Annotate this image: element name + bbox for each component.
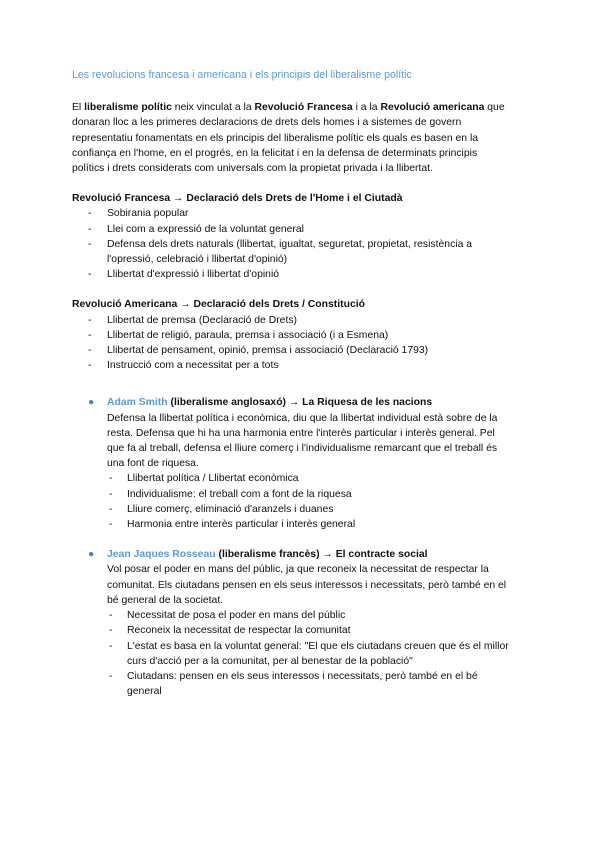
adam-smith-paragraph: Defensa la llibertat política i econòmica, diu que la llibertat individual està sobre de la resta. Defensa que hi ha una harmonia entre l'interès particular i interès general. Pel que fa al treball, defensa el lliure comerç i l'individualisme remarcant que el treball és una font de riquesa.: [107, 412, 498, 470]
adam-smith-list: [107, 471, 512, 532]
list-item: - Llibertat de pensament, opinió, premsa i associació (Declaració 1793): [72, 343, 512, 358]
list-item: - Necessitat de posa el poder en mans del públic: [107, 608, 512, 623]
intro-paragraph: [72, 100, 512, 176]
section-american-revolution: [72, 297, 512, 373]
list-item: - Llibertat política / Llibertat econòmica: [107, 471, 512, 486]
list-item: - Harmonia entre interès particular i interès general: [107, 517, 512, 532]
list-item: - Llei com a expressió de la voluntat general: [72, 222, 512, 237]
french-revolution-list: [72, 206, 512, 282]
intro-bold-liberalisme: liberalisme polític: [84, 102, 172, 114]
rousseau-heading-rest: (liberalisme francès) → El contracte social: [215, 549, 428, 561]
rousseau-heading: [107, 547, 512, 562]
rousseau-paragraph: Vol posar el poder en mans del públic, ja que reconeix la necessitat de respectar la comunitat. Els ciutadans pensen en els seus interessos i necessitats, però també en el bé general de la societat.: [107, 564, 507, 606]
intro-text-4: que donaran lloc a les primeres declaracions de drets dels homes i a sistemes de govern representatiu fonamentats en els principis del liberalisme polític els quals es basen en la confiança en l'home, en el progrés, en la felicitat i en la defensa de determinats principis polítics i drets considerats com universals com la propietat privada i la llibertat.: [72, 102, 505, 175]
intro-text-2: neix vinculat a la: [171, 102, 255, 114]
list-item: - Instrucció com a necessitat per a tots: [72, 358, 512, 373]
bullet-icon: ●: [88, 549, 95, 561]
intro-text-3: i a la: [352, 102, 381, 114]
adam-smith-heading: [107, 395, 512, 410]
list-item: - Defensa dels drets naturals (llibertat, igualtat, seguretat, propietat, resistència a l'opressió, celebració i llibertat d'opinió): [72, 237, 512, 267]
list-item: - L'estat es basa en la voluntat general: "El que els ciutadans creuen que és el millor curs d'acció per a la comunitat, per al benestar de la població": [107, 639, 512, 669]
adam-smith-heading-rest: (liberalisme anglosaxó) → La Riquesa de les nacions: [167, 397, 433, 409]
section-french-revolution: [72, 191, 512, 282]
list-item: - Lliure comerç, eliminació d'aranzels i duanes: [107, 502, 512, 517]
bullet-icon: ●: [88, 397, 95, 409]
list-item: - Sobirania popular: [72, 206, 512, 221]
list-item: - Llibertat de religió, paraula, premsa i associació (i a Esmena): [72, 328, 512, 343]
adam-smith-name: Adam Smith: [107, 397, 168, 409]
rousseau-list: [107, 608, 512, 699]
list-item: - Llibertat de premsa (Declaració de Drets): [72, 313, 512, 328]
intro-bold-revolucio-americana: Revolució americana: [380, 102, 485, 114]
section-rousseau: [72, 547, 512, 699]
section-adam-smith: [72, 395, 512, 532]
french-revolution-heading: Revolució Francesa → Declaració dels Drets de l'Home i el Ciutadà: [72, 193, 403, 205]
document-title: Les revolucions francesa i americana i els principis del liberalisme polític: [72, 69, 412, 81]
intro-bold-revolucio-francesa: Revolució Francesa: [254, 102, 353, 114]
rousseau-name: Jean Jaques Rosseau: [107, 549, 216, 561]
list-item: - Reconeix la necessitat de respectar la comunitat: [107, 623, 512, 638]
american-revolution-heading: Revolució Americana → Declaració dels Drets / Constitució: [72, 299, 365, 311]
intro-text-1: El: [72, 102, 85, 114]
list-item: - Llibertat d'expressió i llibertat d'opinió: [72, 267, 512, 282]
american-revolution-list: [72, 313, 512, 374]
document-page: [72, 68, 512, 714]
list-item: - Ciutadans: pensen en els seus interessos i necessitats, però també en el bé general: [107, 669, 512, 699]
list-item: - Individualisme: el treball com a font de la riquesa: [107, 487, 512, 502]
